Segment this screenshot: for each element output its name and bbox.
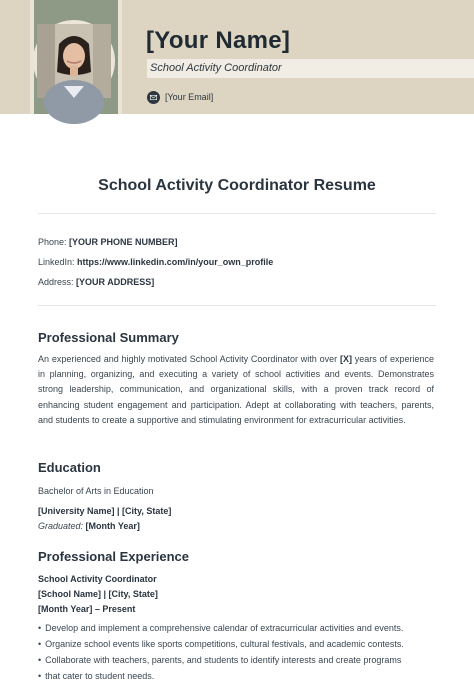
address-label: Address: <box>38 277 74 287</box>
graduated-label: Graduated: <box>38 521 84 531</box>
page-title: School Activity Coordinator Resume <box>98 177 376 194</box>
contact-address <box>38 277 154 287</box>
list-item: • Organize school events like sports competitions, cultural festivals, and academic contests. <box>38 636 448 652</box>
email-text: [Your Email] <box>165 92 214 102</box>
education-heading: Education <box>38 460 101 475</box>
email-icon <box>147 91 160 104</box>
candidate-role: School Activity Coordinator <box>150 62 282 74</box>
photo-band-stripe-right <box>118 0 122 114</box>
phone-label: Phone: <box>38 237 67 247</box>
profile-photo <box>37 24 111 98</box>
job-responsibilities <box>38 620 448 684</box>
linkedin-link[interactable]: https://www.linkedin.com/in/your_own_profile <box>77 257 274 267</box>
linkedin-label: LinkedIn: <box>38 257 75 267</box>
summary-heading: Professional Summary <box>38 330 179 345</box>
graduated-value: [Month Year] <box>85 521 140 531</box>
list-item: • Develop and implement a comprehensive calendar of extracurricular activities and events. <box>38 620 448 636</box>
summary-text <box>38 352 434 428</box>
job-title: School Activity Coordinator <box>38 574 157 584</box>
list-item: • Collaborate with teachers, parents, and students to identify interests and create programs <box>38 652 448 668</box>
job-employer: [School Name] | [City, State] <box>38 589 158 599</box>
summary-years: [X] <box>339 354 352 364</box>
contact-divider <box>38 305 436 306</box>
job-dates: [Month Year] – Present <box>38 604 136 614</box>
title-divider <box>38 213 436 214</box>
education-degree: Bachelor of Arts in Education <box>38 486 154 496</box>
summary-text-after: years of experience in planning, organizing, and executing a variety of school activities and events. Demonstrates strong leadership, communication, and organizational skills, with a proven track record of enhancing student engagement and participation. Adept at collaborating with teachers, parents, and students to create a supportive and stimulating environment for extracurricular activities. <box>38 354 435 425</box>
resume-header <box>0 0 474 114</box>
list-item: • that cater to student needs. <box>38 668 448 684</box>
contact-linkedin <box>38 257 273 267</box>
education-graduated <box>38 521 140 531</box>
candidate-name: [Your Name] <box>146 27 291 54</box>
education-school: [University Name] | [City, State] <box>38 506 172 516</box>
experience-heading: Professional Experience <box>38 549 190 564</box>
address-value: [YOUR ADDRESS] <box>76 277 155 287</box>
contact-phone <box>38 237 178 247</box>
phone-value: [YOUR PHONE NUMBER] <box>69 237 178 247</box>
summary-text-before: An experienced and highly motivated School Activity Coordinator with over <box>38 354 340 364</box>
